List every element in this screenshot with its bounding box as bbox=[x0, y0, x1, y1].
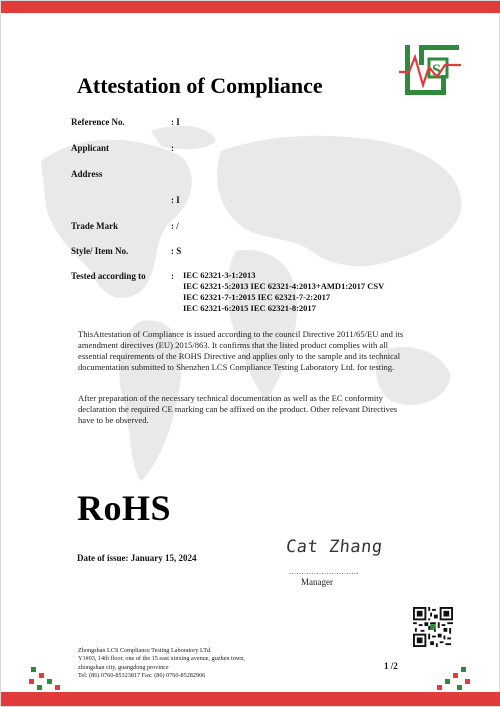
reference-no-value: : I bbox=[171, 117, 180, 127]
top-red-bar bbox=[1, 1, 500, 13]
standard-item: IEC 62321-5:2013 IEC 62321-4:2013+AMD1:2017 CSV bbox=[183, 281, 385, 291]
standard-item: IEC 62321-6:2015 IEC 62321-8:2017 bbox=[183, 303, 316, 313]
extra-field-value: : I bbox=[171, 195, 180, 205]
lcs-logo-icon bbox=[399, 45, 461, 95]
standard-item: IEC 62321-3-1:2013 bbox=[183, 270, 256, 280]
page-number: 1 /2 bbox=[384, 661, 398, 671]
standard-item: IEC 62321-7-1:2015 IEC 62321-7-2:2017 bbox=[183, 292, 331, 302]
signature-line: ............................ bbox=[289, 567, 359, 576]
decor-squares-right bbox=[433, 667, 473, 693]
standards-list bbox=[183, 270, 384, 314]
signature: Cat Zhang bbox=[284, 537, 384, 557]
footer-line: zhongshan city, guangdong province bbox=[78, 663, 169, 671]
signer-role: Manager bbox=[301, 577, 333, 587]
footer-address bbox=[78, 647, 245, 680]
svg-text:S: S bbox=[432, 62, 441, 79]
trade-mark-value: : / bbox=[171, 221, 179, 231]
bottom-red-bar bbox=[1, 692, 500, 706]
decor-squares-left bbox=[29, 667, 69, 693]
footer-line: Tel: (86) 0760-85323817 Fax: (86) 0760-85282906 bbox=[78, 671, 206, 679]
qr-code-icon bbox=[413, 607, 453, 647]
applicant-label: Applicant bbox=[71, 143, 110, 153]
style-item-no-value: : S bbox=[171, 246, 182, 256]
ce-marking-paragraph: After preparation of the necessary technical documentation as well as the EC conformity declaration the required CE marking can be affixed on the product. Other relevant Directives have to be observed. bbox=[78, 393, 398, 425]
applicant-value: : bbox=[171, 143, 174, 153]
trade-mark-label: Trade Mark bbox=[71, 221, 119, 231]
reference-no-label: Reference No. bbox=[71, 117, 125, 127]
tested-according-label: Tested according to bbox=[71, 271, 146, 281]
address-label: Address bbox=[71, 169, 103, 179]
document-title: Attestation of Compliance bbox=[77, 73, 323, 98]
style-item-no-label: Style/ Item No. bbox=[71, 246, 129, 256]
footer-line: Zhongshan LCS Compliance Testing Laboratory LTd. bbox=[78, 647, 212, 654]
footer-line: Y1#03, 14th floor, one of the 15 east xinxing avenue, guzhen town, bbox=[78, 655, 245, 663]
tested-according-value: : bbox=[171, 271, 174, 281]
rohs-mark: RoHS bbox=[77, 488, 172, 528]
compliance-paragraph: ThisAttestation of Compliance is issued according to the council Directive 2011/65/EU and its amendment directives (EU) 2015/863. It confirms that the listed product complies with all essential requirements of the ROHS Directive and applies only to the sample and its technical documentation submitted to Shenzhen LCS Compliance Testing Laboratory Ltd. for testing. bbox=[78, 329, 404, 372]
date-of-issue: Date of issue: January 15, 2024 bbox=[77, 553, 197, 563]
